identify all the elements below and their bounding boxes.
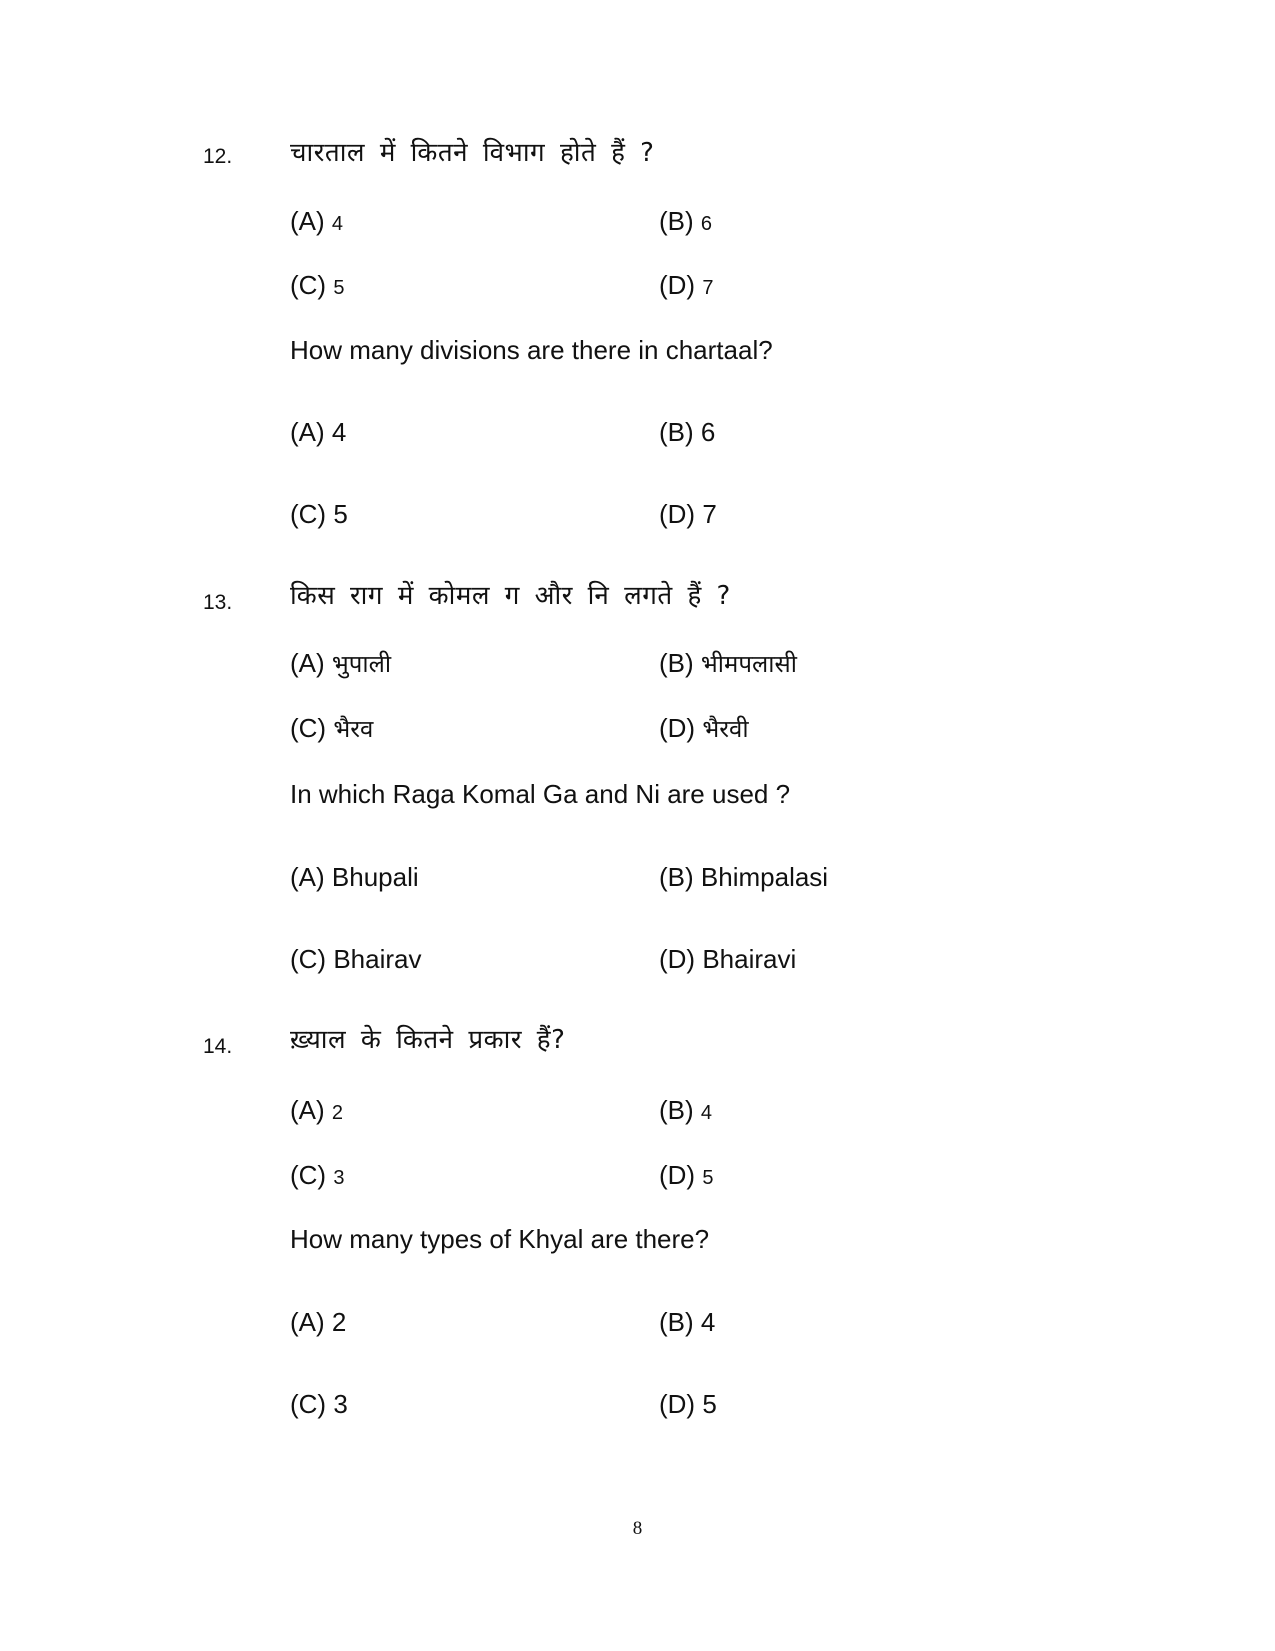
option-c-hindi <box>290 1162 344 1188</box>
option-letter: (B) <box>659 206 694 236</box>
option-value: 5 <box>333 499 348 529</box>
option-value: 5 <box>702 1389 717 1419</box>
option-c-hindi <box>290 715 373 741</box>
option-letter: (A) <box>290 206 325 236</box>
option-value: 3 <box>333 1167 345 1189</box>
option-letter: (A) <box>290 1307 325 1337</box>
option-value: 4 <box>331 213 344 235</box>
option-letter: (B) <box>659 862 694 892</box>
option-letter: (A) <box>290 417 325 447</box>
option-b-english <box>659 1309 715 1335</box>
option-d-english <box>659 1391 717 1417</box>
option-d-hindi <box>659 1162 713 1188</box>
question-number: 14. <box>203 1035 233 1058</box>
option-letter: (D) <box>659 499 696 529</box>
option-value: 2 <box>331 1102 344 1124</box>
option-value: 2 <box>331 1307 347 1337</box>
question-number: 12. <box>203 145 233 168</box>
question-text-english: How many divisions are there in chartaal? <box>290 335 773 365</box>
option-letter: (A) <box>290 648 325 678</box>
option-letter: (B) <box>659 1095 694 1125</box>
option-value: 4 <box>331 417 347 447</box>
option-value: 6 <box>700 417 716 447</box>
question-text-hindi: ख़्याल के कितने प्रकार हैं? <box>290 1025 566 1055</box>
option-value: Bhairav <box>333 944 422 974</box>
question-number: 13. <box>203 591 233 614</box>
option-letter: (B) <box>659 417 694 447</box>
page-number: 8 <box>632 1518 643 1539</box>
question-text-english: How many types of Khyal are there? <box>290 1224 710 1254</box>
option-letter: (A) <box>290 1095 325 1125</box>
option-letter: (D) <box>659 1160 696 1190</box>
option-value: 4 <box>700 1307 716 1337</box>
option-value: 6 <box>700 213 713 235</box>
option-letter: (C) <box>290 1389 327 1419</box>
option-letter: (C) <box>290 1160 327 1190</box>
option-b-english <box>659 864 828 890</box>
option-value: 3 <box>333 1389 348 1419</box>
option-value: Bhimpalasi <box>700 862 829 892</box>
option-value: भैरव <box>333 715 374 743</box>
option-value: Bhupali <box>331 862 419 892</box>
option-a-english <box>290 864 419 890</box>
option-a-english <box>290 1309 346 1335</box>
option-b-english <box>659 419 715 445</box>
option-value: 7 <box>702 277 714 299</box>
option-letter: (C) <box>290 713 327 743</box>
option-b-hindi <box>659 1097 712 1123</box>
option-b-hindi <box>659 208 712 234</box>
option-a-hindi <box>290 208 343 234</box>
option-value: 5 <box>702 1167 714 1189</box>
option-letter: (B) <box>659 1307 694 1337</box>
option-a-hindi <box>290 650 391 676</box>
option-value: 4 <box>700 1102 713 1124</box>
option-letter: (B) <box>659 648 694 678</box>
option-b-hindi <box>659 650 797 676</box>
option-letter: (D) <box>659 713 696 743</box>
question-text-hindi: किस राग में कोमल ग और नि लगते हैं ? <box>290 581 731 611</box>
option-value: भैरवी <box>702 715 749 743</box>
option-d-hindi <box>659 272 713 298</box>
option-value: Bhairavi <box>702 944 797 974</box>
option-c-english <box>290 1391 348 1417</box>
option-letter: (D) <box>659 944 696 974</box>
option-letter: (C) <box>290 270 327 300</box>
option-value: भुपाली <box>331 650 392 678</box>
option-letter: (C) <box>290 944 327 974</box>
option-letter: (A) <box>290 862 325 892</box>
option-a-hindi <box>290 1097 343 1123</box>
option-value: 5 <box>333 277 345 299</box>
option-letter: (D) <box>659 1389 696 1419</box>
option-value: भीमपलासी <box>700 650 797 678</box>
option-value: 7 <box>702 499 717 529</box>
option-d-hindi <box>659 715 749 741</box>
question-text-hindi: चारताल में कितने विभाग होते हैं ? <box>290 138 655 168</box>
question-text-english: In which Raga Komal Ga and Ni are used ? <box>290 779 791 809</box>
option-c-hindi <box>290 272 344 298</box>
option-d-english <box>659 501 717 527</box>
option-letter: (D) <box>659 270 696 300</box>
option-c-english <box>290 501 348 527</box>
option-letter: (C) <box>290 499 327 529</box>
option-c-english <box>290 946 421 972</box>
option-d-english <box>659 946 796 972</box>
option-a-english <box>290 419 346 445</box>
